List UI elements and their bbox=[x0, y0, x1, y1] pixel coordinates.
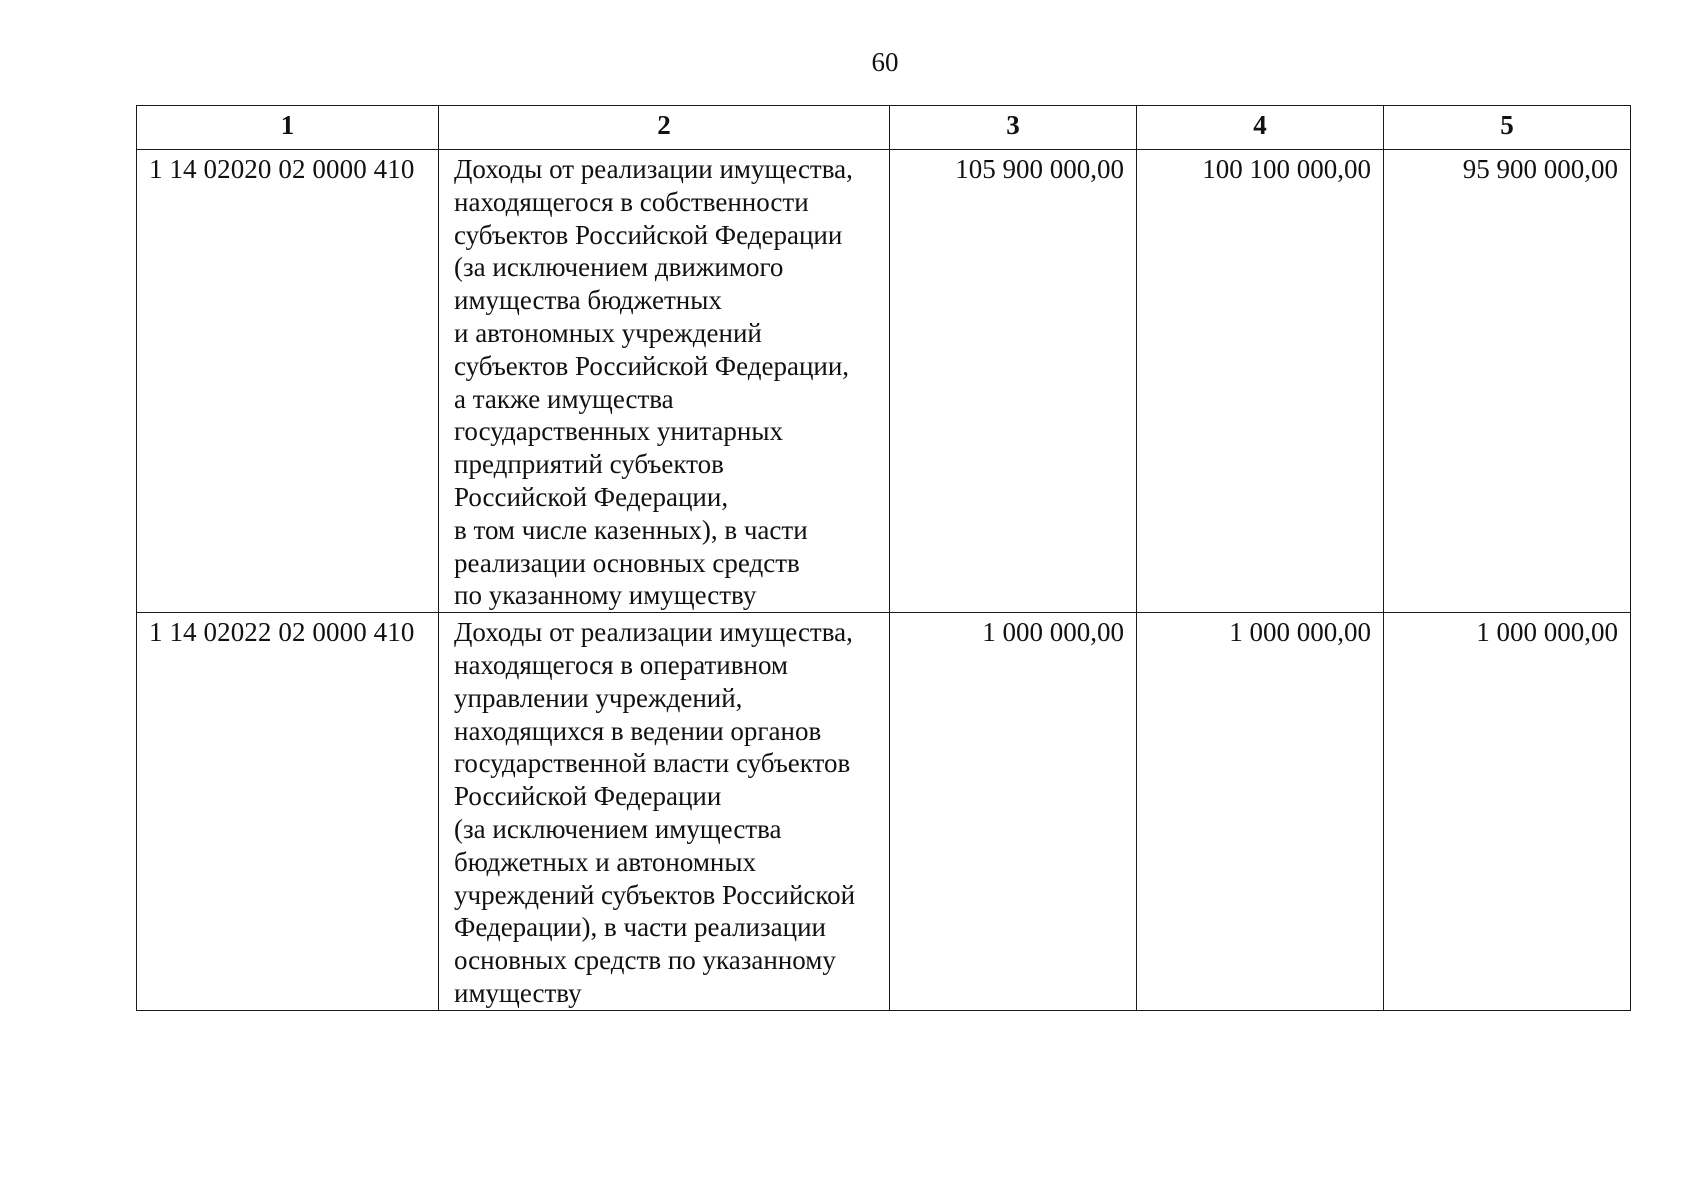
description-line: реализации основных средств bbox=[454, 547, 800, 578]
amount-column-3: 1 000 000,00 bbox=[890, 613, 1137, 1011]
description-line: а также имущества bbox=[454, 383, 674, 414]
description-line: Российской Федерации, bbox=[454, 481, 729, 512]
description-line: государственной власти субъектов bbox=[454, 748, 851, 779]
description-line: Российской Федерации bbox=[454, 781, 722, 812]
amount-column-3: 105 900 000,00 bbox=[890, 150, 1137, 613]
table-row bbox=[137, 150, 1631, 613]
description-line: (за исключением движимого bbox=[454, 252, 784, 283]
description-line: находящегося в собственности bbox=[454, 186, 809, 217]
description-line: находящихся в ведении органов bbox=[454, 715, 822, 746]
description-line: находящегося в оперативном bbox=[454, 649, 789, 680]
description-line: в том числе казенных), в части bbox=[454, 514, 808, 545]
amount-column-5: 1 000 000,00 bbox=[1384, 613, 1631, 1011]
description-line: и автономных учреждений bbox=[454, 317, 762, 348]
amount-column-5: 95 900 000,00 bbox=[1384, 150, 1631, 613]
column-header-2: 2 bbox=[439, 106, 890, 150]
revenue-description bbox=[439, 613, 890, 1011]
amount-column-4: 1 000 000,00 bbox=[1137, 613, 1384, 1011]
amount-column-4: 100 100 000,00 bbox=[1137, 150, 1384, 613]
description-line: Федерации), в части реализации bbox=[454, 912, 827, 943]
column-header-3: 3 bbox=[890, 106, 1137, 150]
table-body bbox=[137, 150, 1631, 1011]
column-header-1: 1 bbox=[137, 106, 439, 150]
description-line: бюджетных и автономных bbox=[454, 846, 757, 877]
column-header-4: 4 bbox=[1137, 106, 1384, 150]
revenue-description bbox=[439, 150, 890, 613]
description-line: (за исключением имущества bbox=[454, 813, 782, 844]
description-line: имуществу bbox=[454, 977, 582, 1008]
description-line: субъектов Российской Федерации, bbox=[454, 350, 850, 381]
description-line: субъектов Российской Федерации bbox=[454, 219, 843, 250]
column-header-5: 5 bbox=[1384, 106, 1631, 150]
description-line: учреждений субъектов Российской bbox=[454, 879, 856, 910]
header-row bbox=[137, 106, 1631, 150]
table-header bbox=[137, 106, 1631, 150]
description-line: Доходы от реализации имущества, bbox=[454, 154, 853, 184]
revenue-code: 1 14 02020 02 0000 410 bbox=[137, 150, 439, 613]
description-line: государственных унитарных bbox=[454, 416, 783, 447]
table-row bbox=[137, 613, 1631, 1011]
revenue-table bbox=[136, 105, 1631, 1011]
description-line: основных средств по указанному bbox=[454, 945, 836, 976]
page-number: 60 bbox=[871, 47, 899, 77]
revenue-code: 1 14 02022 02 0000 410 bbox=[137, 613, 439, 1011]
description-line: имущества бюджетных bbox=[454, 285, 722, 316]
description-line: предприятий субъектов bbox=[454, 449, 724, 480]
description-line: по указанному имуществу bbox=[454, 580, 757, 611]
description-line: управлении учреждений, bbox=[454, 682, 743, 713]
description-line: Доходы от реализации имущества, bbox=[454, 617, 853, 648]
